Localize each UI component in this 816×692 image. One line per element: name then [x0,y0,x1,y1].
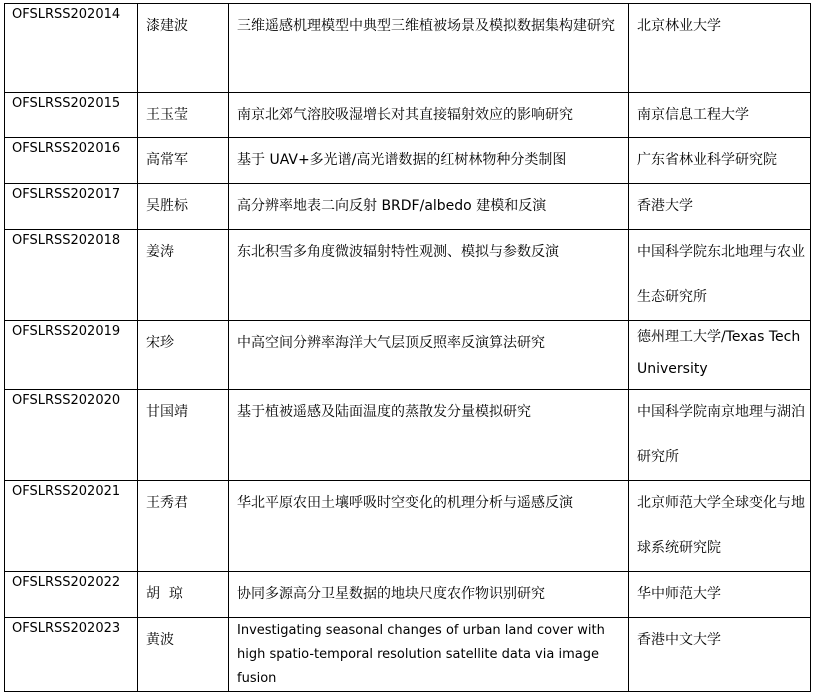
project-id: OFSLRSS202023 [5,618,138,692]
institution: 中国科学院东北地理与农业生态研究所 [629,230,811,321]
table-row [5,184,811,230]
table-row [5,481,811,572]
researcher-name: 高常军 [138,138,229,184]
researcher-name: 宋珍 [138,321,229,390]
project-title: 南京北郊气溶胶吸湿增长对其直接辐射效应的影响研究 [229,93,629,138]
institution: 北京师范大学全球变化与地球系统研究院 [629,481,811,572]
project-title: 中高空间分辨率海洋大气层顶反照率反演算法研究 [229,321,629,390]
table-row [5,138,811,184]
researcher-name: 漆建波 [138,4,229,93]
institution: 华中师范大学 [629,572,811,618]
project-id: OFSLRSS202017 [5,184,138,230]
table-row [5,4,811,93]
researcher-name: 吴胜标 [138,184,229,230]
project-id: OFSLRSS202018 [5,230,138,321]
researcher-name: 姜涛 [138,230,229,321]
project-table [4,3,811,692]
project-id: OFSLRSS202019 [5,321,138,390]
table-row [5,93,811,138]
project-id: OFSLRSS202016 [5,138,138,184]
project-title: 基于 UAV+多光谱/高光谱数据的红树林物种分类制图 [229,138,629,184]
table-row [5,230,811,321]
project-title: 东北积雪多角度微波辐射特性观测、模拟与参数反演 [229,230,629,321]
institution: 北京林业大学 [629,4,811,93]
project-title: 华北平原农田土壤呼吸时空变化的机理分析与遥感反演 [229,481,629,572]
project-id: OFSLRSS202015 [5,93,138,138]
institution: 德州理工大学/Texas Tech University [629,321,811,390]
project-title: 三维遥感机理模型中典型三维植被场景及模拟数据集构建研究 [229,4,629,93]
project-title: 高分辨率地表二向反射 BRDF/albedo 建模和反演 [229,184,629,230]
project-id: OFSLRSS202020 [5,390,138,481]
institution: 中国科学院南京地理与湖泊研究所 [629,390,811,481]
institution: 南京信息工程大学 [629,93,811,138]
table-row [5,572,811,618]
project-id: OFSLRSS202022 [5,572,138,618]
project-id: OFSLRSS202021 [5,481,138,572]
institution: 广东省林业科学研究院 [629,138,811,184]
institution: 香港中文大学 [629,618,811,692]
institution: 香港大学 [629,184,811,230]
table-row [5,321,811,390]
table-row [5,618,811,692]
researcher-name: 王秀君 [138,481,229,572]
project-title: 协同多源高分卫星数据的地块尺度农作物识别研究 [229,572,629,618]
researcher-name: 王玉莹 [138,93,229,138]
project-title: 基于植被遥感及陆面温度的蒸散发分量模拟研究 [229,390,629,481]
researcher-name: 胡 琼 [138,572,229,618]
table-row [5,390,811,481]
researcher-name: 黄波 [138,618,229,692]
researcher-name: 甘国靖 [138,390,229,481]
project-title: Investigating seasonal changes of urban land cover with high spatio-temporal resolution satellite data via image fusion [229,618,629,692]
project-id: OFSLRSS202014 [5,4,138,93]
